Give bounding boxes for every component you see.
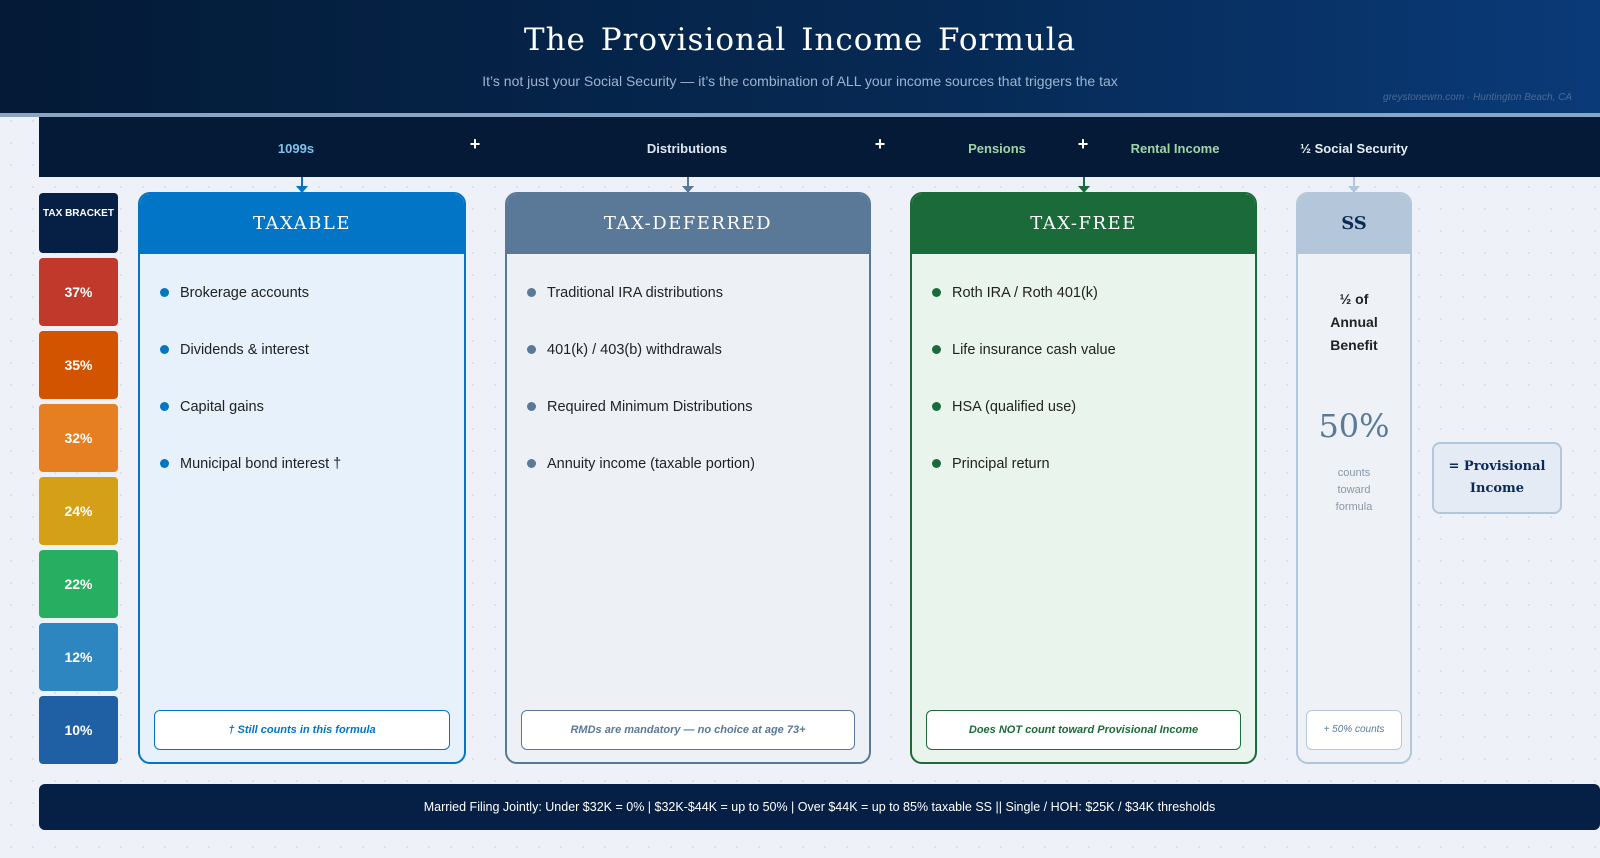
ss-description: ½ of Annual Benefit [1330,291,1378,353]
list-item [932,398,1255,455]
tax-bracket-header: TAX BRACKET [39,193,118,253]
arrow-to-tax-deferred [687,177,689,187]
source-label-rental-income: Rental Income [1130,141,1220,156]
social-security-column [1296,192,1412,764]
list-item [527,284,869,341]
bracket-22: 22% [39,550,118,618]
bullet-dot [527,345,536,354]
list-item [160,284,464,341]
bullet-dot [160,345,169,354]
list-item [932,341,1255,398]
source-label-half-social-security: ½ Social Security [1300,141,1408,156]
bullet-dot [932,402,941,411]
provisional-income-result: = Provisional Income [1432,442,1562,514]
arrow-to-tax-free [1083,177,1085,187]
thresholds-footer: Married Filing Jointly: Under $32K = 0% | $32K-$44K = up to 50% | Over $44K = up to 85% taxable SS || Single / HOH: $25K / $34K thresholds [39,784,1600,830]
arrow-to-taxable [301,177,303,187]
bracket-37: 37% [39,258,118,326]
plus-sign: + [874,134,886,154]
bucket-list [507,254,869,512]
bucket-footnote: RMDs are mandatory — no choice at age 73+ [521,710,855,750]
bucket-title: TAX-DEFERRED [507,194,869,254]
arrow-to-ss [1353,177,1355,187]
list-item [932,455,1255,512]
bucket-title: TAXABLE [140,194,464,254]
list-item [160,398,464,455]
list-item-text: Annuity income (taxable portion) [547,456,755,472]
bullet-dot [527,459,536,468]
ss-title: SS [1298,194,1410,254]
source-label-distributions: Distributions [646,141,728,156]
income-sources-bar [39,117,1600,177]
list-item-text: Required Minimum Distributions [547,399,753,415]
list-item [160,341,464,398]
bracket-35: 35% [39,331,118,399]
bucket-title: TAX-FREE [912,194,1255,254]
bullet-dot [932,459,941,468]
page-subtitle: It’s not just your Social Security — it’s the combination of ALL your income sources that triggers the tax [482,73,1118,89]
list-item [160,455,464,512]
tax-deferred-bucket [505,192,871,764]
taxable-bucket [138,192,466,764]
bracket-10: 10% [39,696,118,764]
list-item [527,341,869,398]
credit-text: greystonewm.com · Huntington Beach, CA [1383,92,1572,103]
bullet-dot [527,288,536,297]
bullet-dot [932,288,941,297]
list-item-text: Traditional IRA distributions [547,285,723,301]
list-item-text: Brokerage accounts [180,285,309,301]
bracket-24: 24% [39,477,118,545]
header-banner [0,0,1600,113]
bullet-dot [932,345,941,354]
list-item [527,455,869,512]
tax-free-bucket [910,192,1257,764]
plus-sign: + [469,134,481,154]
page-title: The Provisional Income Formula [523,22,1077,58]
list-item-text: 401(k) / 403(b) withdrawals [547,342,722,358]
bucket-list [140,254,464,512]
list-item-text: Roth IRA / Roth 401(k) [952,285,1098,301]
list-item [932,284,1255,341]
bracket-32: 32% [39,404,118,472]
list-item [527,398,869,455]
plus-sign: + [1077,134,1089,154]
bucket-list [912,254,1255,512]
bullet-dot [160,459,169,468]
source-label-1099s: 1099s [277,141,315,156]
list-item-text: Life insurance cash value [952,342,1116,358]
bullet-dot [527,402,536,411]
bullet-dot [160,402,169,411]
list-item-text: Dividends & interest [180,342,309,358]
bucket-footnote: Does NOT count toward Provisional Income [926,710,1241,750]
bullet-dot [160,288,169,297]
ss-footnote: + 50% counts [1306,710,1402,750]
bucket-footnote: † Still counts in this formula [154,710,450,750]
tax-bracket-column [39,193,118,764]
ss-note: counts toward formula [1335,467,1373,513]
list-item-text: HSA (qualified use) [952,399,1077,415]
bracket-12: 12% [39,623,118,691]
list-item-text: Municipal bond interest † [180,456,342,472]
list-item-text: Principal return [952,456,1050,472]
list-item-text: Capital gains [180,399,264,415]
source-label-pensions: Pensions [968,141,1026,156]
ss-percent: 50% [1318,407,1390,445]
